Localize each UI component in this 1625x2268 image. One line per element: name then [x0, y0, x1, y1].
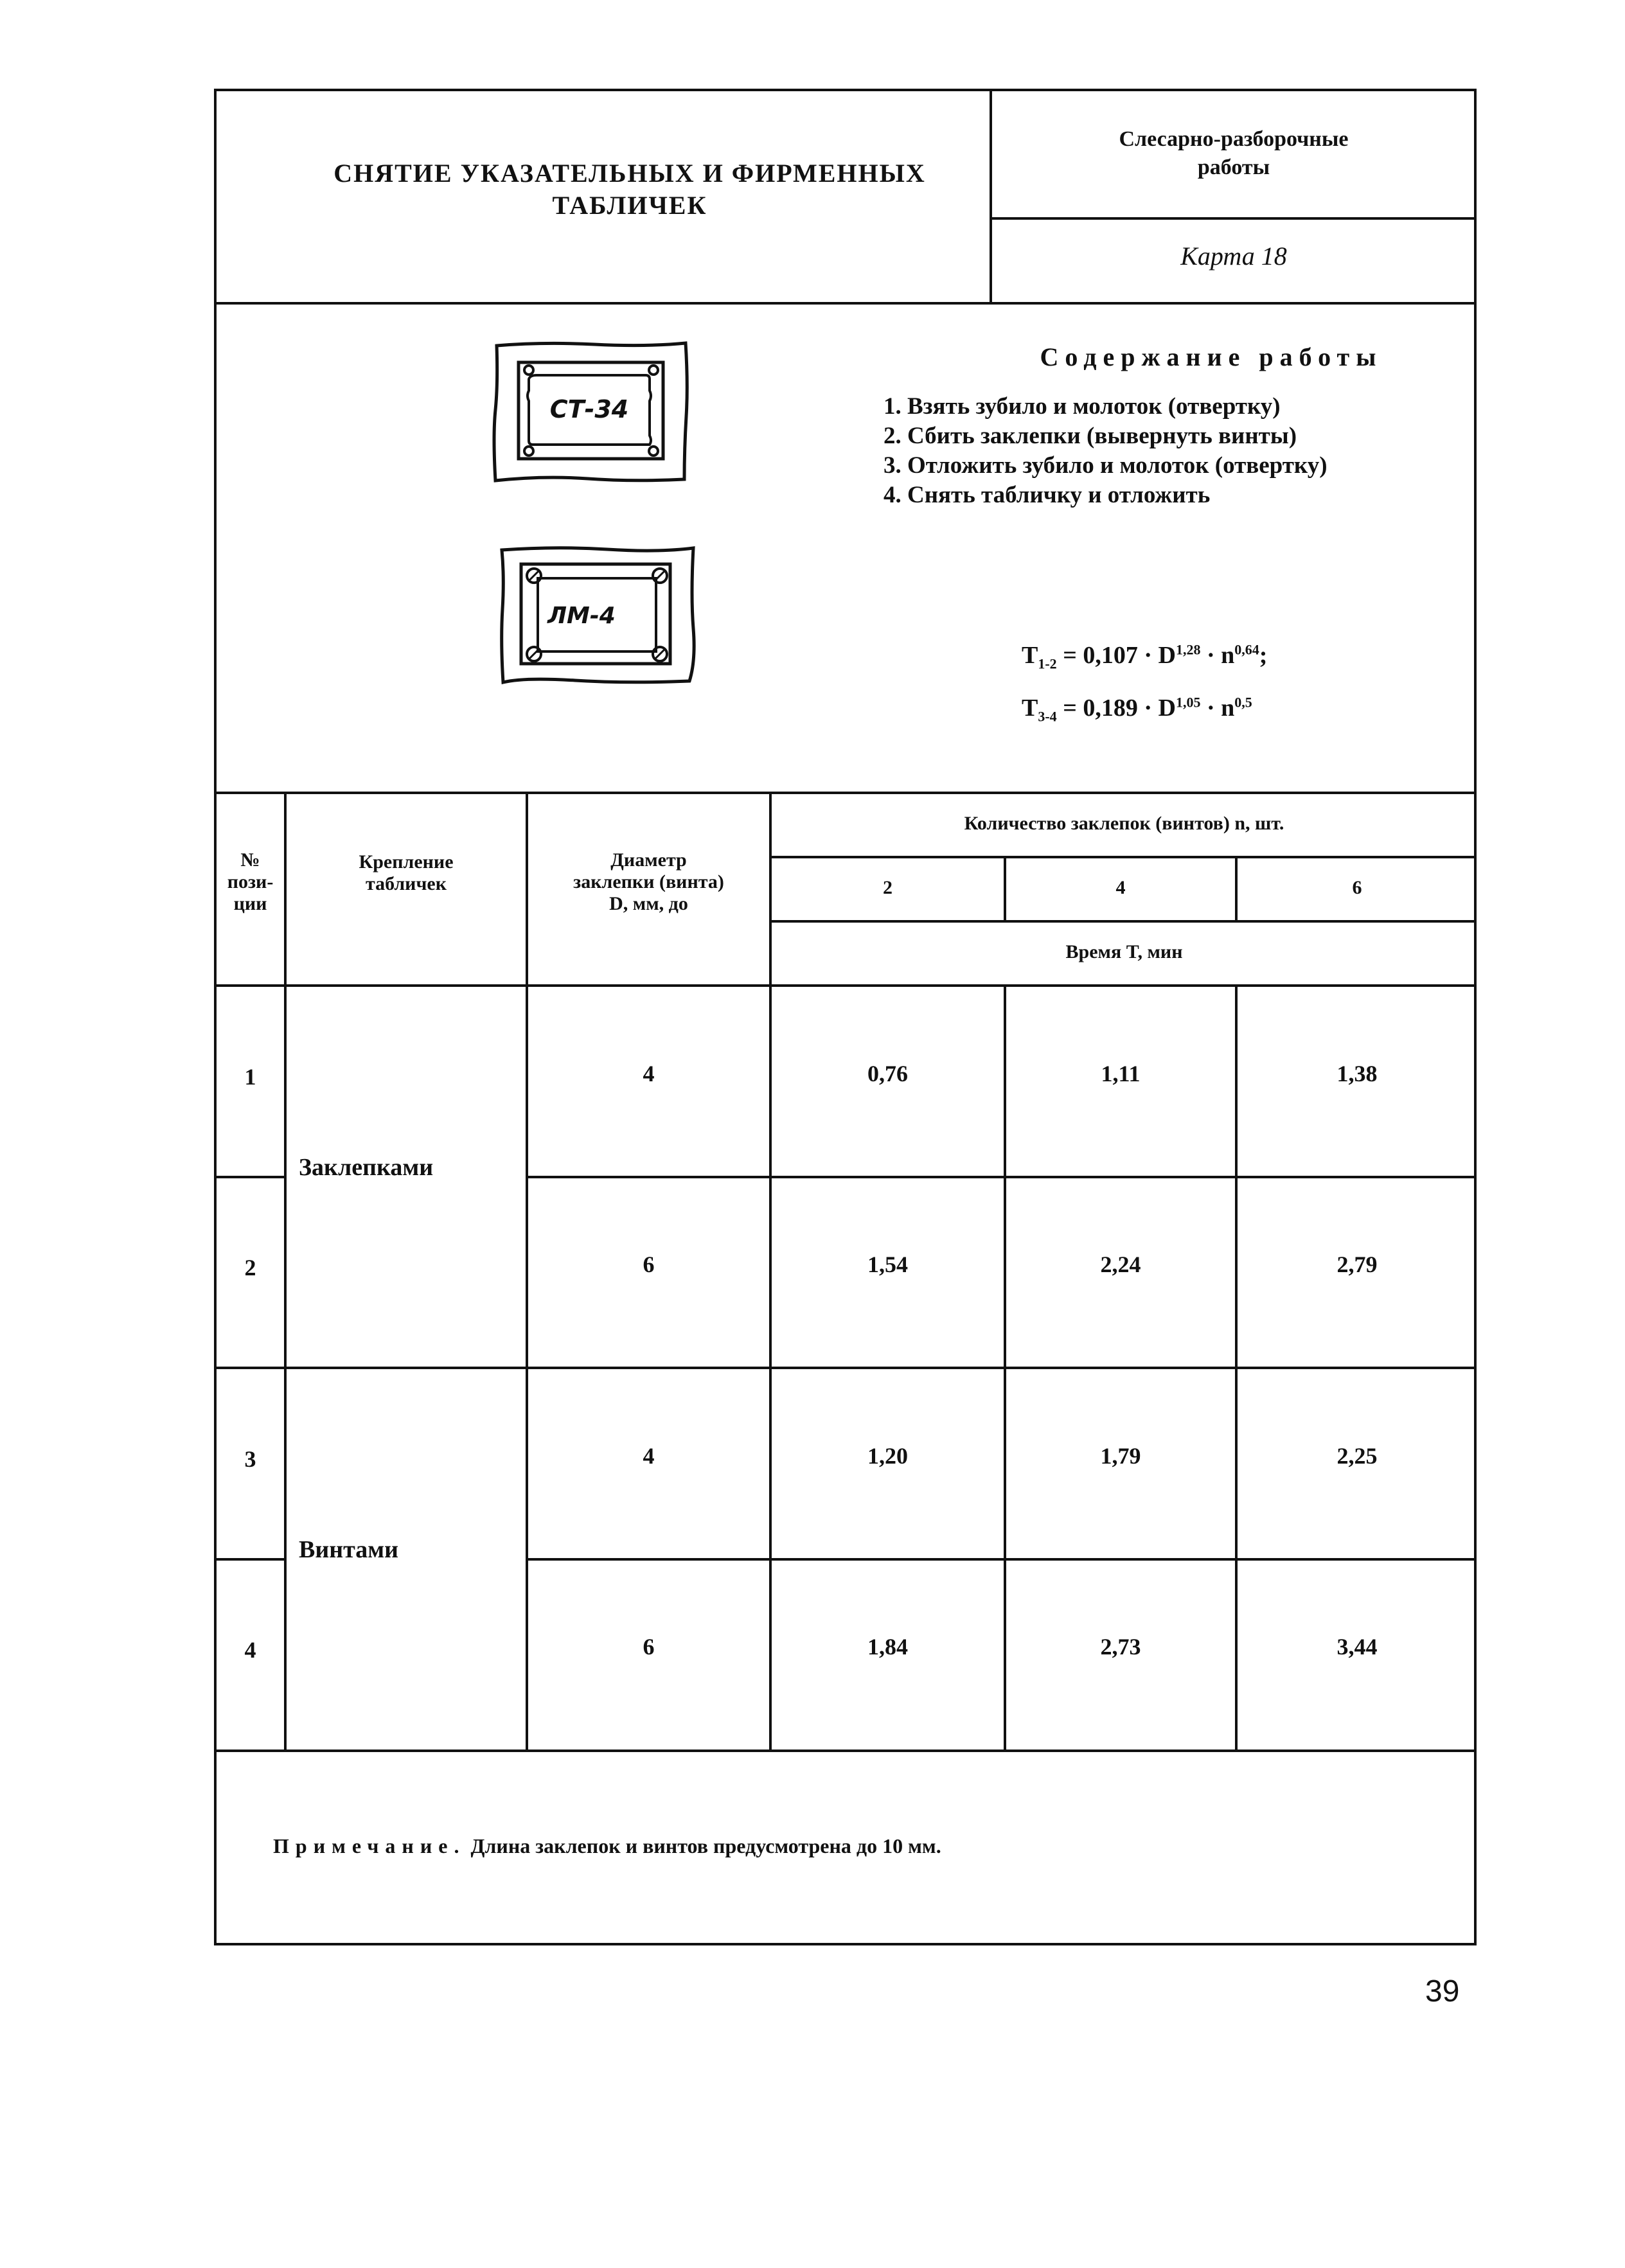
row3-pos: 3: [244, 1446, 256, 1472]
row2-time: 2,79: [1336, 1252, 1378, 1277]
table-hline-head-bottom: [214, 984, 1477, 987]
row1-time: 0,76: [867, 1061, 908, 1086]
row3-time: 1,79: [1100, 1443, 1141, 1469]
plate-screwed-illustration: [498, 545, 697, 686]
col-header-position: [217, 849, 284, 915]
header-right-divider: [990, 217, 1477, 220]
row1-time: 1,38: [1336, 1061, 1378, 1086]
footnote: [273, 1834, 941, 1858]
col-header-mount: [287, 851, 526, 895]
formula1-d-exp: 1,28: [1175, 641, 1201, 658]
table-top-line: [214, 792, 1477, 794]
note-label: Примечание.: [273, 1834, 466, 1857]
plate1-label: СТ-34: [549, 395, 629, 423]
row2-time: 2,24: [1100, 1252, 1141, 1277]
category-line-1: Слесарно-разборочные: [1119, 127, 1349, 151]
rivet-icon: [524, 447, 533, 456]
row3-time: 1,20: [867, 1443, 908, 1469]
row3-diameter: 4: [643, 1443, 655, 1469]
col-diam-line: D, мм, до: [609, 893, 688, 914]
table-hline-r1: [526, 1176, 1477, 1178]
qty-value: 4: [1115, 877, 1126, 898]
table-hline-r2: [214, 1367, 1477, 1369]
qty-value: 6: [1352, 877, 1362, 898]
col-header-quantity: Количество заклепок (винтов) n, шт.: [964, 813, 1284, 834]
card-number: Карта 18: [1180, 242, 1287, 270]
table-hline-qty: [769, 856, 1477, 858]
col-diam-line: Диаметр: [610, 849, 687, 871]
work-step: 1. Взять зубило и молоток (отвертку): [884, 393, 1281, 420]
formula1-mid: · n: [1200, 642, 1235, 669]
work-steps-list: [884, 392, 1328, 510]
work-step: 4. Снять табличку и отложить: [884, 482, 1211, 508]
header-vertical-divider: [990, 89, 992, 303]
row1-pos: 1: [244, 1064, 256, 1090]
formula1-eq: = 0,107 · D: [1056, 642, 1176, 669]
table-hline-r3-pos: [214, 1558, 286, 1561]
note-text: Длина заклепок и винтов предусмотрена до 10 мм.: [465, 1834, 941, 1857]
formula2-d-exp: 1,05: [1175, 694, 1201, 711]
row4-diameter: 6: [643, 1634, 655, 1660]
page-number: 39: [1425, 1974, 1460, 2008]
col-mount-line: табличек: [366, 873, 447, 894]
category-line-2: работы: [1197, 155, 1270, 179]
group-rivets: Заклепками: [299, 1154, 434, 1181]
page-title: [270, 157, 990, 222]
rivet-icon: [649, 366, 658, 375]
row4-time: 1,84: [867, 1634, 908, 1660]
work-step: 3. Отложить зубило и молоток (отвертку): [884, 452, 1328, 479]
col-pos-line: №: [240, 849, 260, 871]
formula2-lhs: T: [1022, 695, 1038, 722]
col-header-time: Время T, мин: [1065, 941, 1183, 962]
title-line-2: ТАБЛИЧЕК: [552, 191, 707, 220]
plate2-label: ЛМ-4: [547, 603, 616, 629]
row1-time: 1,11: [1101, 1061, 1141, 1086]
formula1-lhs-sub: 1-2: [1038, 655, 1057, 672]
formula1-n-exp: 0,64: [1234, 641, 1259, 658]
header-divider: [214, 302, 1477, 305]
row2-pos: 2: [244, 1255, 256, 1280]
title-line-1: СНЯТИЕ УКАЗАТЕЛЬНЫХ И ФИРМЕННЫХ: [333, 159, 926, 188]
table-hline-r3: [526, 1558, 1477, 1561]
work-step: 2. Сбить заклепки (вывернуть винты): [884, 423, 1297, 449]
formula2-eq: = 0,189 · D: [1056, 695, 1176, 722]
row2-time: 1,54: [867, 1252, 908, 1277]
col-header-diameter: [528, 849, 769, 915]
col-pos-line: ции: [233, 893, 267, 914]
group-screws: Винтами: [299, 1536, 399, 1563]
rivet-icon: [649, 447, 658, 456]
plate-riveted-illustration: [492, 339, 691, 484]
row4-time: 3,44: [1336, 1634, 1378, 1660]
rivet-icon: [524, 366, 533, 375]
formula-t34: [1022, 694, 1252, 725]
row4-pos: 4: [244, 1637, 256, 1663]
formula1-end: ;: [1259, 642, 1268, 669]
qty-value: 2: [883, 877, 892, 898]
col-pos-line: пози-: [227, 871, 274, 892]
table-hline-r1-pos: [214, 1176, 286, 1178]
row1-diameter: 4: [643, 1061, 655, 1086]
col-diam-line: заклепки (винта): [573, 871, 724, 892]
contents-title: Содержание работы: [1040, 342, 1383, 371]
work-category: [993, 125, 1475, 182]
table-hline-qtyvals: [769, 920, 1477, 923]
formula2-lhs-sub: 3-4: [1038, 708, 1057, 725]
formula2-mid: · n: [1200, 695, 1235, 722]
row3-time: 2,25: [1336, 1443, 1378, 1469]
col-mount-line: Крепление: [359, 851, 454, 873]
formula1-lhs: T: [1022, 642, 1038, 669]
row2-diameter: 6: [643, 1252, 655, 1277]
table-hline-bottom: [214, 1750, 1477, 1752]
formula2-n-exp: 0,5: [1234, 694, 1252, 711]
formula-t12: [1022, 641, 1267, 673]
table-vline-pos: [284, 792, 287, 1752]
row4-time: 2,73: [1100, 1634, 1141, 1660]
